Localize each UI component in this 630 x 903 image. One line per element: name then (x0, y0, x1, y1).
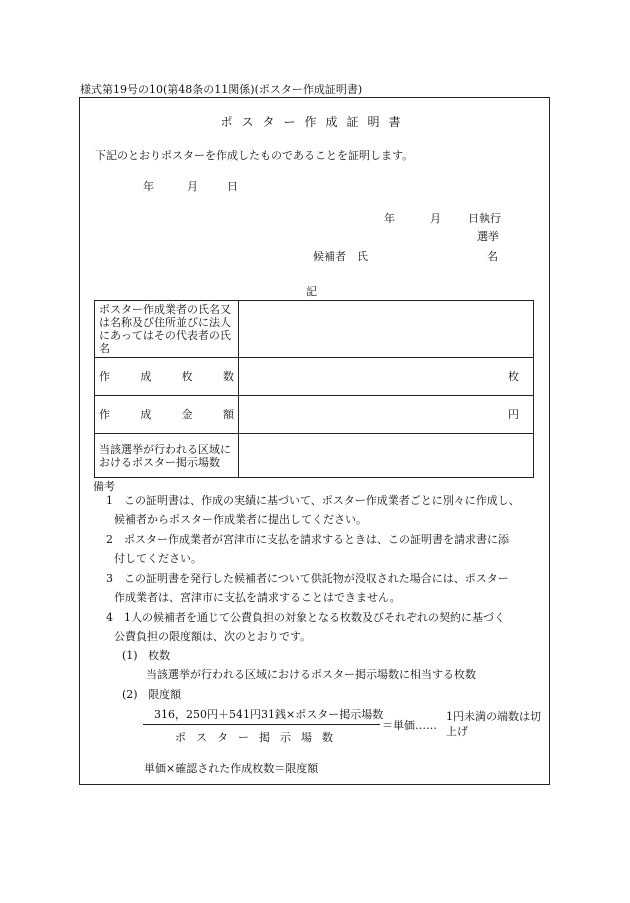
intro-text: 下記のとおりポスターを作成したものであることを証明します。 (95, 149, 414, 162)
election-label: 選挙 (477, 230, 499, 243)
producer-name-cell[interactable] (239, 301, 534, 358)
amount-unit: 円 (508, 408, 519, 421)
note-item-1: 1 この証明書は、作成の実績に基づいて、ポスター作成業者ごとに別々に作成し、 候補者からポスター作成業者に提出してください。 (106, 494, 520, 526)
poster-sites-cell[interactable] (239, 434, 534, 478)
execution-date (384, 210, 501, 226)
notes-heading: 備考 (93, 480, 115, 493)
note-item-2: 2 ポスター作成業者が宮津市に支払を請求するときは、この証明書を請求書に添 付してください。 (106, 533, 509, 565)
table-row (95, 301, 534, 358)
fraction-line (143, 724, 380, 725)
producer-name-label: ポスター作成業者の氏名又は名称及び住所並びに法人にあってはその代表者の氏名 (95, 301, 239, 358)
rounding-note: 1円未満の端数は切上げ (446, 710, 541, 738)
quantity-label: 作 成 枚 数 (95, 358, 239, 396)
final-formula: 単価×確認された作成枚数＝限度額 (144, 762, 319, 775)
note-item-4: 4 1人の候補者を通じて公費負担の対象となる枚数及びそれぞれの契約に基づく 公費負担の限度額は、次のとおりです。 (106, 611, 505, 643)
ki-mark: 記 (306, 285, 317, 298)
exec-day-label: 日執行 (468, 212, 501, 225)
candidate-label: 候補者 氏 (313, 250, 368, 263)
record-table (94, 300, 534, 478)
note-item-3: 3 この証明書を発行した候補者について供託物が没収された場合には、ポスター 作成業者は、宮津市に支払を請求することはできません。 (106, 572, 509, 604)
amount-cell[interactable] (239, 396, 534, 434)
formula-denominator: ポスター掲示場数 (175, 731, 343, 744)
quantity-unit: 枚 (508, 370, 519, 383)
table-row (95, 396, 534, 434)
formula-numerator: 316，250円＋541円31銭×ポスター掲示場数 (154, 708, 384, 721)
quantity-cell[interactable] (239, 358, 534, 396)
year-label: 年 (143, 180, 154, 193)
form-header: 様式第19号の10(第48条の11関係)(ポスター作成証明書) (80, 83, 363, 96)
sub-item-1-heading: (1) 枚数 (122, 649, 171, 662)
exec-month-label: 月 (430, 212, 441, 225)
table-row (95, 434, 534, 478)
document-title: ポスター作成証明書 (220, 115, 410, 129)
day-label: 日 (227, 180, 238, 193)
candidate-name-char: 名 (487, 250, 498, 263)
certification-date (143, 178, 238, 194)
table-row (95, 358, 534, 396)
exec-year-label: 年 (384, 212, 395, 225)
amount-label: 作 成 金 額 (95, 396, 239, 434)
formula-equals: ＝単価…… (382, 719, 437, 732)
month-label: 月 (187, 180, 198, 193)
sub-item-2-heading: (2) 限度額 (122, 688, 182, 701)
sub-item-1-text: 当該選挙が行われる区域におけるポスター掲示場数に相当する枚数 (146, 668, 476, 681)
poster-sites-label: 当該選挙が行われる区域におけるポスター掲示場数 (95, 434, 239, 478)
